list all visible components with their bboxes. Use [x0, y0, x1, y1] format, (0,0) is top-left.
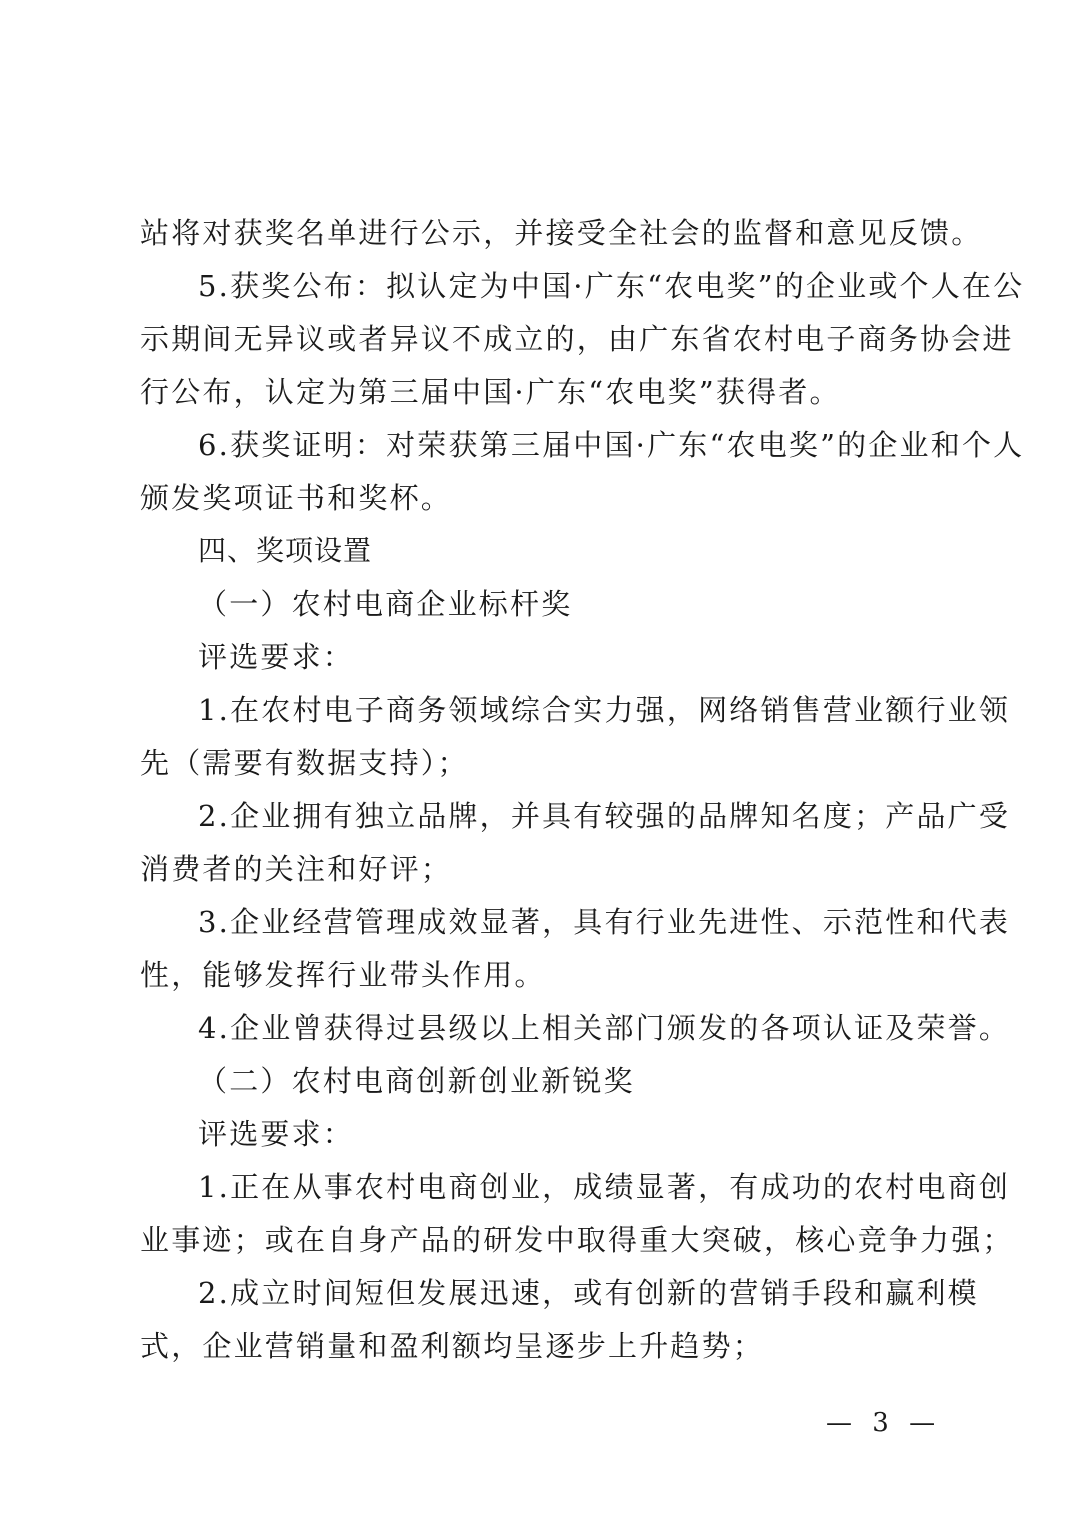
text-line-award-proof-end: 颁发奖项证书和奖杯。 [140, 481, 453, 515]
criteria-label-2: 评选要求： [198, 1117, 355, 1151]
criteria-item-1-2-cont: 消费者的关注和好评； [140, 852, 453, 886]
text-line-award-announce-cont: 示期间无异议或者异议不成立的，由广东省农村电子商务协会进 [140, 322, 1014, 356]
page-number: — 3 — [826, 1408, 942, 1438]
criteria-item-2-2: 2.成立时间短但发展迅速，或有创新的营销手段和赢利模 [198, 1276, 979, 1310]
subsection-heading-innovation: （二）农村电商创新创业新锐奖 [198, 1064, 635, 1098]
subsection-heading-benchmark: （一）农村电商企业标杆奖 [198, 587, 573, 621]
criteria-item-1-3-cont: 性，能够发挥行业带头作用。 [140, 958, 546, 992]
text-line-award-announce-end: 行公布，认定为第三届中国·广东“农电奖”获得者。 [140, 375, 841, 409]
criteria-item-1-4: 4.企业曾获得过县级以上相关部门颁发的各项认证及荣誉。 [198, 1011, 1011, 1045]
criteria-item-1-3: 3.企业经营管理成效显著，具有行业先进性、示范性和代表 [198, 905, 1011, 939]
text-line-award-announce: 5.获奖公布：拟认定为中国·广东“农电奖”的企业或个人在公 [198, 269, 1025, 303]
criteria-item-2-1-cont: 业事迹；或在自身产品的研发中取得重大突破，核心竞争力强； [140, 1223, 1014, 1257]
criteria-item-2-2-cont: 式，企业营销量和盈利额均呈逐步上升趋势； [140, 1329, 765, 1363]
criteria-item-1-1: 1.在农村电子商务领域综合实力强，网络销售营业额行业领 [198, 693, 1011, 727]
criteria-item-1-2: 2.企业拥有独立品牌，并具有较强的品牌知名度；产品广受 [198, 799, 1011, 833]
criteria-item-2-1: 1.正在从事农村电商创业，成绩显著，有成功的农村电商创 [198, 1170, 1011, 1204]
section-heading-awards: 四、奖项设置 [198, 534, 373, 567]
criteria-label-1: 评选要求： [198, 640, 355, 674]
text-line-award-proof: 6.获奖证明：对荣获第三届中国·广东“农电奖”的企业和个人 [198, 428, 1025, 462]
criteria-item-1-1-cont: 先（需要有数据支持）； [140, 746, 469, 780]
text-line-public-notice-end: 站将对获奖名单进行公示，并接受全社会的监督和意见反馈。 [140, 216, 983, 250]
